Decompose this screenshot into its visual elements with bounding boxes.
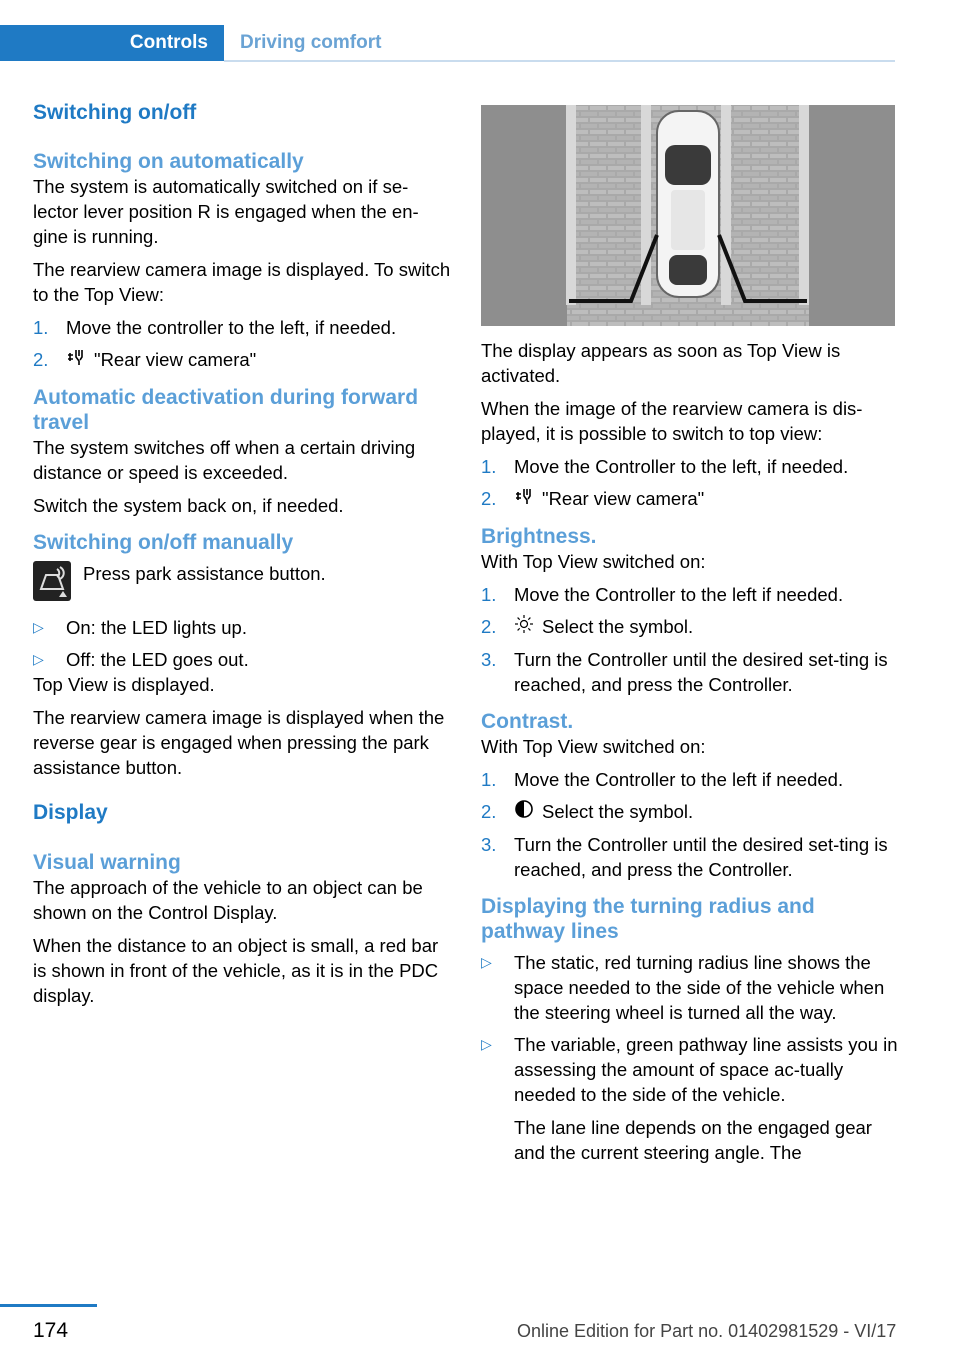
para-visual-2: When the distance to an object is small, a red bar is shown in front of the vehicle, as it is in the PDC display.: [33, 935, 439, 1006]
list-item: [481, 799, 899, 825]
step-number: 2.: [33, 349, 49, 370]
triangle-bullet-icon: ▷: [481, 1036, 492, 1052]
list-item: [33, 647, 451, 672]
steps-list-3: [481, 582, 899, 697]
section-tab: Controls: [0, 25, 224, 61]
heading-display: Display: [33, 801, 108, 824]
para-contrast: With Top View switched on:: [481, 736, 706, 757]
list-item: [481, 832, 899, 882]
manual-text: Press park assistance button.: [83, 563, 326, 584]
manual-instruction: [33, 561, 451, 607]
contrast-icon: [514, 799, 542, 825]
list-item: [481, 1032, 899, 1107]
list-item: [481, 950, 899, 1025]
steps-list-4: [481, 767, 899, 882]
step-text: Select the symbol.: [542, 616, 694, 637]
left-column: [33, 100, 451, 1016]
list-item: [33, 347, 451, 373]
step-text: Move the controller to the left, if needed.: [66, 317, 397, 338]
heading-visual: Visual warning: [33, 851, 181, 874]
step-text: Move the Controller to the left if needed.: [514, 769, 844, 790]
para-auto-2: The rearview camera image is displayed. To switch to the Top View:: [33, 259, 451, 305]
page-number: 174: [33, 1319, 69, 1342]
triangle-bullet-icon: ▷: [33, 651, 44, 667]
step-text: Move the Controller to the left if needed.: [514, 584, 844, 605]
step-text: "Rear view camera": [542, 488, 705, 509]
right-column: [481, 338, 899, 1173]
para-deact-1: The system switches off when a certain driving distance or speed is exceeded.: [33, 437, 416, 483]
step-text: Move the Controller to the left, if needed.: [514, 456, 849, 477]
rear-camera-icon: [66, 347, 94, 373]
bullet-text: On: the LED lights up.: [66, 617, 247, 638]
bullet-text: The variable, green pathway line assists you in assessing the amount of space ac‐tually needed to the side of the vehicle.: [514, 1034, 898, 1105]
steps-list-1: [33, 315, 451, 373]
step-text: Turn the Controller until the desired set‐ting is reached, and press the Controller.: [514, 649, 888, 695]
para-auto-1: The system is automatically switched on if se‐lector lever position R is engaged when the en‐gine is running.: [33, 176, 419, 247]
para-deact-2: Switch the system back on, if needed.: [33, 495, 344, 516]
para-when: When the image of the rearview camera is dis‐played, it is possible to switch to top view:: [481, 398, 863, 444]
heading-brightness: Brightness.: [481, 525, 597, 548]
heading-switching: Switching on/off: [33, 101, 197, 124]
para-topview: Top View is displayed.: [33, 674, 215, 695]
step-number: 1.: [33, 317, 49, 338]
rear-camera-icon: [514, 486, 542, 512]
steps-list-2: [481, 454, 899, 512]
para-appears: The display appears as soon as Top View is activated.: [481, 340, 841, 386]
para-visual-1: The approach of the vehicle to an object can be shown on the Control Display.: [33, 877, 423, 923]
sun-icon: [514, 614, 542, 640]
header-rule: [224, 60, 895, 62]
subsection-tab: Driving comfort: [240, 32, 382, 53]
list-item: [481, 647, 899, 697]
list-item: [481, 767, 899, 792]
list-item: [481, 582, 899, 607]
step-number: 3.: [481, 649, 497, 670]
list-item: [481, 486, 899, 512]
step-number: 2.: [481, 616, 497, 637]
heading-manual: Switching on/off manually: [33, 531, 294, 554]
heading-contrast: Contrast.: [481, 710, 574, 733]
top-view-image: [481, 105, 895, 326]
park-assist-button-icon: [33, 561, 71, 601]
list-item: [481, 454, 899, 479]
bullet-text: The static, red turning radius line shows the space needed to the side of the vehicle when the steering wheel is turned all the way.: [514, 952, 885, 1023]
list-item: [33, 615, 451, 640]
step-text: Select the symbol.: [542, 801, 694, 822]
bullets-list-1: [33, 615, 451, 672]
triangle-bullet-icon: ▷: [33, 619, 44, 635]
step-number: 2.: [481, 801, 497, 822]
step-number: 3.: [481, 834, 497, 855]
list-item: [481, 614, 899, 640]
triangle-bullet-icon: ▷: [481, 954, 492, 970]
heading-turning-radius: Displaying the turning radius and pathway lines: [481, 895, 815, 943]
step-text: "Rear view camera": [94, 349, 257, 370]
bullet-text: Off: the LED goes out.: [66, 649, 249, 670]
footer-rule: [0, 1304, 97, 1307]
step-text: Turn the Controller until the desired set‐ting is reached, and press the Controller.: [514, 834, 888, 880]
step-number: 2.: [481, 488, 497, 509]
heading-deactivation: Automatic deactivation during forward travel: [33, 386, 419, 434]
page-header: [0, 25, 895, 61]
step-number: 1.: [481, 584, 497, 605]
para-rearview: The rearview camera image is displayed when the reverse gear is engaged when pressing the park assistance button.: [33, 707, 445, 778]
para-brightness: With Top View switched on:: [481, 551, 706, 572]
para-lane: The lane line depends on the engaged gear and the current steering angle. The: [514, 1117, 872, 1163]
edition-note: Online Edition for Part no. 01402981529 - VI/17: [517, 1321, 897, 1341]
list-item: [33, 315, 451, 340]
step-number: 1.: [481, 769, 497, 790]
heading-auto: Switching on automatically: [33, 150, 304, 173]
step-number: 1.: [481, 456, 497, 477]
bullets-list-2: [481, 950, 899, 1107]
